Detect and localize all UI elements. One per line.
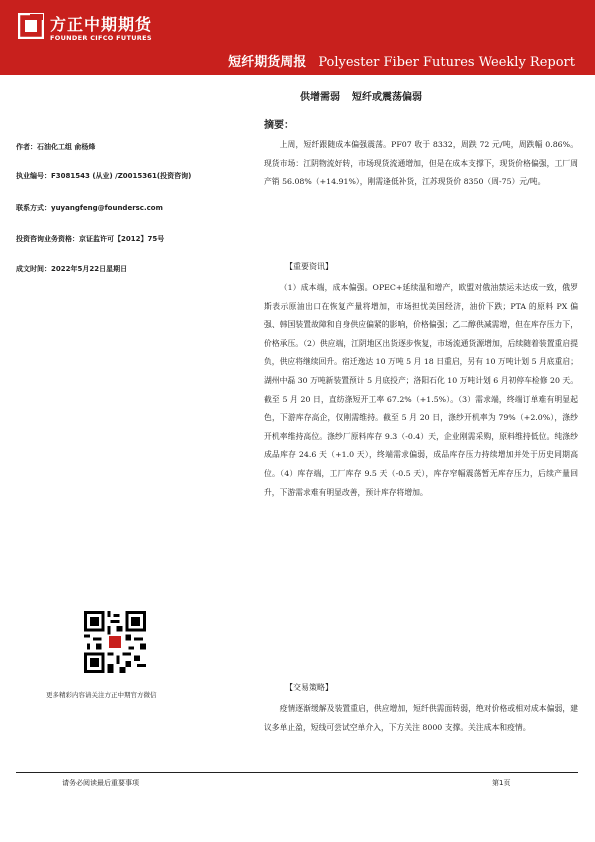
report-header	[0, 0, 595, 75]
footer-divider	[16, 772, 578, 773]
consult-license: 投资咨询业务资格：京证监许可【2012】75号	[16, 235, 165, 243]
strategy-paragraph: 疫情逐渐缓解及装置重启，供应增加，短纤供需面转弱，绝对价格或相对成本偏弱，建议多单止盈，短线可尝试空单介入，下方关注 8000 支撑。关注成本和疫情。	[264, 704, 578, 732]
main-title	[300, 88, 422, 103]
qr-caption: 更多精彩内容请关注方正中期官方微信	[46, 691, 157, 699]
license-number: 执业编号：F3081543 (从业) /Z0015361(投资咨询)	[16, 172, 192, 180]
main-title-part2: 短纤或震荡偏弱	[352, 92, 422, 103]
strategy-section	[264, 700, 578, 737]
report-title-en: Polyester Fiber Futures Weekly Report	[318, 55, 575, 70]
page-number: 第1页	[492, 779, 511, 787]
strategy-tag: 【交易策略】	[285, 683, 333, 692]
company-name-cn: 方正中期期货	[50, 15, 153, 34]
summary-heading: 摘要：	[264, 120, 294, 131]
summary-paragraph: 上周，短纤跟随成本偏强震荡。PF07 收于 8332，周跌 72 元/吨，周跌幅 0.86%。现货市场：江阴物流好转，市场现货流通增加，但是在成本支撑下，现货价格偏强，工厂周产销 56.08%（+14.91%），刚需逢低补货，江苏现货价 8350（周-75）元/吨。	[264, 140, 578, 187]
news-tag: 【重要资讯】	[285, 262, 333, 271]
report-title	[228, 51, 575, 70]
footer-disclaimer: 请务必阅读最后重要事项	[62, 779, 139, 787]
summary-section	[264, 136, 578, 192]
report-title-cn: 短纤期货周报	[228, 55, 307, 70]
author-line: 作者：石油化工组 俞杨烽	[16, 143, 96, 151]
contact-email: 联系方式：yuyangfeng@foundersc.com	[16, 204, 163, 212]
main-title-part1: 供增需弱	[300, 92, 340, 103]
report-date: 成文时间：2022年5月22日星期日	[16, 265, 128, 273]
wechat-qr-code-icon	[84, 611, 146, 673]
company-logo-icon	[18, 13, 44, 39]
news-section	[264, 279, 578, 502]
company-name-en: FOUNDER CIFCO FUTURES	[50, 34, 152, 42]
news-paragraph: （1）成本端，成本偏强。OPEC+延续温和增产，欧盟对俄油禁运未达成一致，俄罗斯表示原油出口在恢复产量将增加，市场担忧美国经济，油价下跌；PTA 的原料 PX 偏强、韩国装置故障和自身供应偏紧的影响，价格偏强；乙二醇供减需增，但在库存压力下，价格承压。（2）供应端，江阴地区出货逐步恢复，市场流通货源增加，后续随着装置重启提负，供应将继续回升。宿迁逸达 10 万吨 5 月 18 日重启，另有 10 万吨计划 5 月底重启；湖州中磊 30 万吨新装置预计 5 月底投产；洛阳石化 10 万吨计划 6 月初停车检修 20 天。截至 5 月 20 日，直纺涤短开工率 67.2%（+1.5%）。（3）需求端，终端订单难有明显起色，下游库存高企，仅刚需维持。截至 5 月 20 日，涤纱开机率为 79%（+2.0%），涤纱开机率维持高位。涤纱厂原料库存 9.3（-0.4）天，企业刚需采购，原料维持低位。纯涤纱成品库存 24.6 天（+1.0 天），终端需求偏弱，成品库存压力持续增加并处于历史同期高位。（4）库存端，工厂库存 9.5 天（-0.5 天），库存窄幅震荡暂无库存压力，后续产量回升，下游需求难有明显改善，预计库存将增加。	[264, 283, 578, 497]
